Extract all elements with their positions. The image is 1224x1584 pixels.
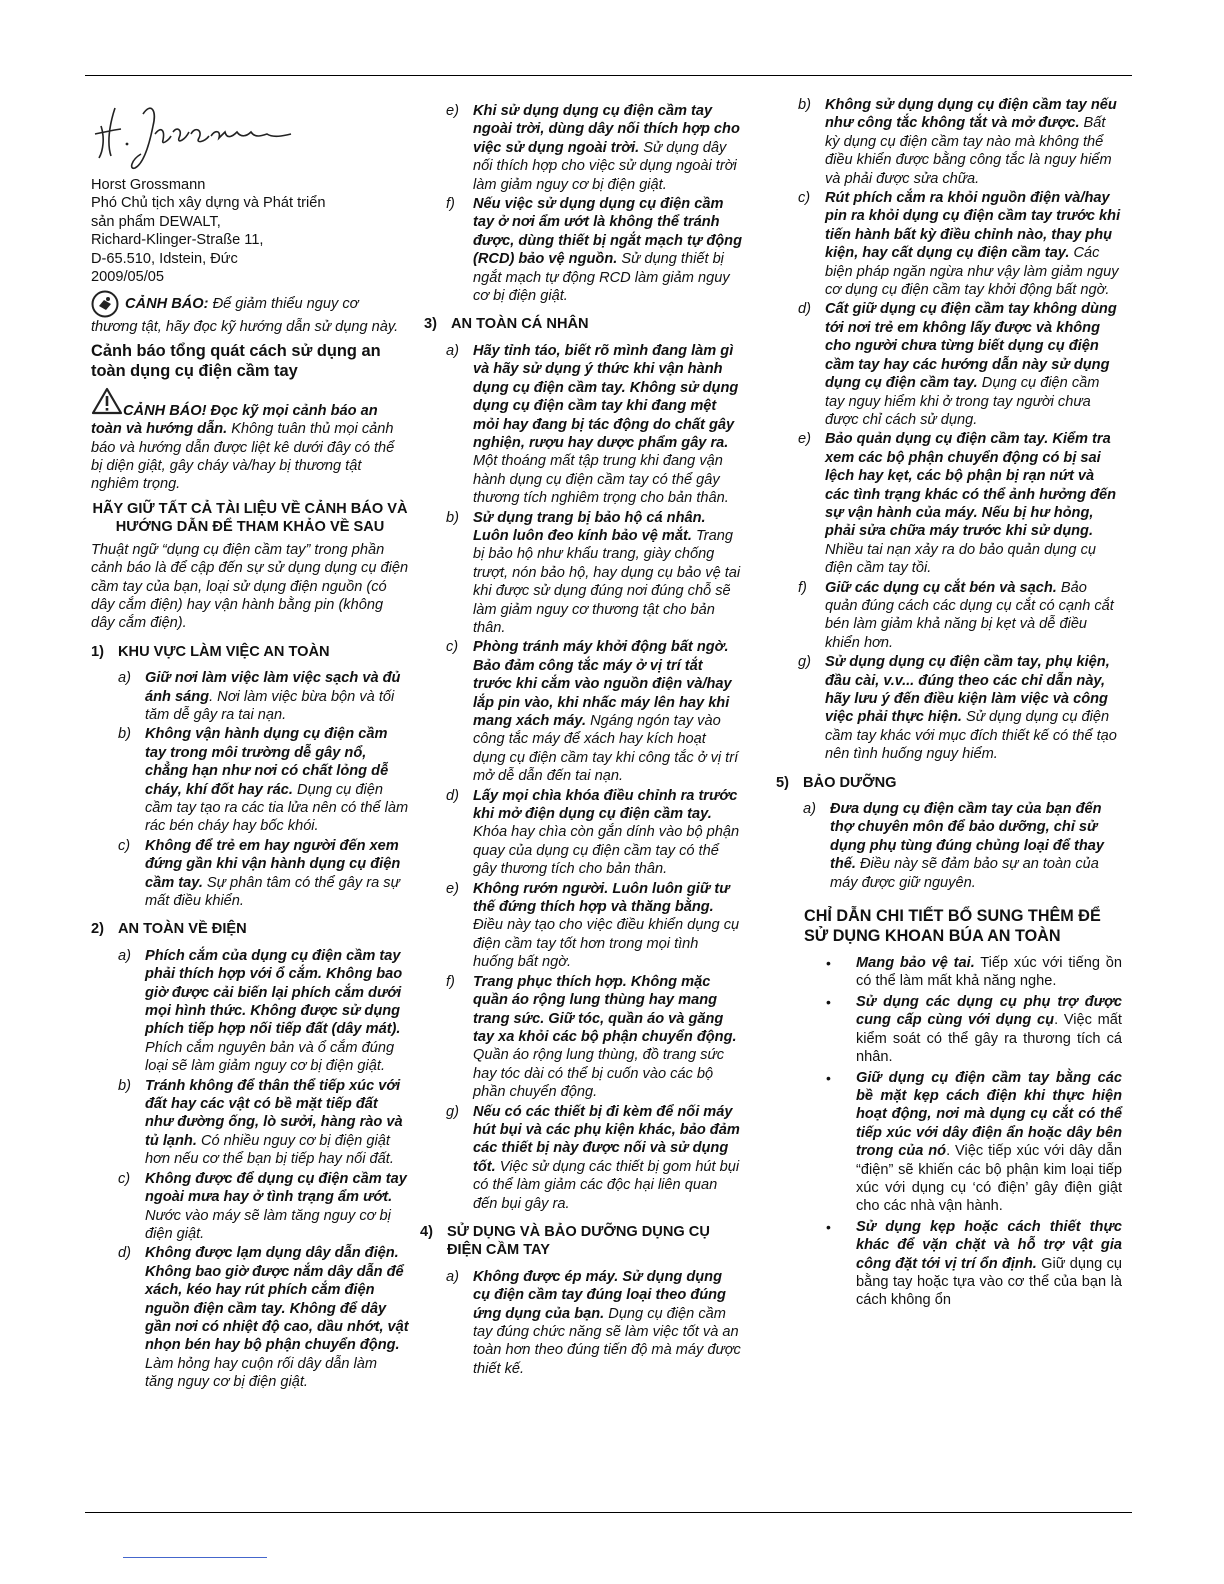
bullet-icon: • <box>826 993 831 1010</box>
footnote-link-rule <box>123 1557 267 1558</box>
item-text: Khóa hay chìa còn gắn dính vào bộ phận quay của dụng cụ điện cầm tay có thể gây thương tích cho bản thân. <box>473 824 740 878</box>
item-letter: c) <box>118 1170 131 1187</box>
top-rule <box>85 75 1132 76</box>
list-item <box>776 96 1122 188</box>
item-bold: Không được ép máy. Sử dụng dụng cụ điện cầm tay đúng loại theo đúng ứng dụng của bạn. <box>473 1268 726 1322</box>
item-bold: Hãy tỉnh táo, biết rõ mình đang làm gì và hãy sử dụng ý thức khi vận hành dụng cụ điện cầm tay. Không sử dụng dụng cụ điện cầm tay khi đang mệt mỏi hay đang bị tác động do chất gây nghiện, rượu hay dược phẩm gây ra. <box>473 342 739 451</box>
bullet-icon: • <box>826 955 831 972</box>
signatory-address-2: D-65.510, Idstein, Đức <box>91 250 238 267</box>
item-letter: b) <box>118 726 131 743</box>
keep-instructions-title: HÃY GIỮ TẤT CẢ TÀI LIỆU VỀ CẢNH BÁO VÀ HƯỚNG DẪN ĐỂ THAM KHẢO VỀ SAU <box>92 500 408 536</box>
hammer-drill-safety-title: CHỈ DẪN CHI TIẾT BỔ SUNG THÊM ĐỂ SỬ DỤNG KHOAN BÚA AN TOÀN <box>804 907 1101 946</box>
item-letter: e) <box>798 431 811 448</box>
item-letter: b) <box>118 1077 131 1094</box>
item-letter: d) <box>798 301 811 318</box>
item-bold: Tránh không để thân thể tiếp xúc với đất hay các vật có bề mặt tiếp đất như đường ống, lò sưởi, hàng rào và tủ lạnh. <box>145 1077 403 1149</box>
item-bold: Trang phục thích hợp. Không mặc quần áo rộng lung thùng hay mang trang sức. Giữ tóc, quần áo và găng tay xa khỏi các bộ phận chuyển động. <box>473 973 737 1045</box>
item-bold: Giữ dụng cụ điện cầm tay bằng các bề mặt kẹp cách điện khi thực hiện hoạt động, nơi mà dụng cụ cắt có thể tiếp xúc với dây điện ẩn hoặc dây bên trong của nó <box>856 1069 1122 1160</box>
signatory-title-2: sản phẩm DEWALT, <box>91 213 221 230</box>
list-item <box>424 638 742 785</box>
list-item <box>776 800 1122 892</box>
item-text: Nhiều tai nạn xảy ra do bảo quản dụng cụ điện cầm tay tồi. <box>825 541 1096 577</box>
section-4-heading <box>420 1223 742 1260</box>
item-text: Bất kỳ dụng cụ điện cầm tay nào mà không thể điều khiển được bằng công tắc là nguy hiểm và phải được sửa chữa. <box>825 115 1112 187</box>
item-bold: Lấy mọi chìa khóa điều chỉnh ra trước khi mở điện dụng cụ điện cầm tay. <box>473 787 738 823</box>
section-title: AN TOÀN CÁ NHÂN <box>451 316 589 333</box>
list-item <box>776 1069 1122 1216</box>
list-item <box>424 787 742 879</box>
item-letter: f) <box>798 579 807 596</box>
item-text: Có nhiều nguy cơ bị điện giật hơn nếu cơ thể bạn bị tiếp hay nối đất. <box>145 1132 394 1168</box>
column-1 <box>91 96 409 1393</box>
item-letter: c) <box>798 190 811 207</box>
section-number: 1) <box>91 643 104 660</box>
item-letter: c) <box>118 837 131 854</box>
signature-date: 2009/05/05 <box>91 269 165 286</box>
section-3-list <box>424 342 742 1213</box>
signature-icon <box>91 96 311 174</box>
list-item <box>776 579 1122 653</box>
item-text: Dụng cụ điện cầm tay tạo ra các tia lửa nên có thể làm rác bén cháy hay bốc khói. <box>145 781 409 835</box>
item-text: Dụng cụ điện cầm tay đúng chức năng sẽ làm việc tốt và an toàn hơn theo đúng tiến độ mà máy được thiết kế. <box>473 1305 741 1377</box>
item-text: Sự phân tâm có thể gây ra sự mất điều khiển. <box>145 874 400 909</box>
item-text: Điều này tạo cho việc điều khiển dụng cụ điện cầm tay tốt hơn trong mọi tình huống bất ngờ. <box>473 917 740 971</box>
section-2-heading <box>91 920 409 938</box>
warning-text: Để giảm thiểu nguy cơ thương tật, hãy đọc kỹ hướng dẫn sử dụng này. <box>91 296 399 336</box>
list-item <box>776 993 1122 1067</box>
list-item <box>91 1170 409 1244</box>
warning-label: CẢNH BÁO: <box>125 296 209 313</box>
item-letter: b) <box>446 509 459 526</box>
item-text: Việc sử dụng các thiết bị gom hút bụi có thể làm giảm các độc hại liên quan đến bụi gây ra. <box>473 1158 740 1212</box>
item-letter: a) <box>803 801 816 818</box>
read-manual-icon <box>91 290 119 318</box>
section-1-heading <box>91 643 409 661</box>
section-5-heading <box>776 774 1122 792</box>
section-4-continued-list <box>776 96 1122 764</box>
item-bold: Mang bảo vệ tai. <box>856 955 975 972</box>
warning-triangle-icon <box>91 387 123 415</box>
item-bold: Khi sử dụng dụng cụ điện cầm tay ngoài trời, dùng dây nối thích hợp cho việc sử dụng ngoài trời. <box>473 103 740 156</box>
list-item <box>424 973 742 1102</box>
item-letter: b) <box>798 97 811 113</box>
item-text: Làm hỏng hay cuộn rối dây dẫn làm tăng nguy cơ bị điện giật. <box>145 1355 378 1391</box>
item-text: Một thoáng mất tập trung khi đang vận hành dụng cụ điện cầm tay có thể gây thương tích nghiêm trọng cho bản thân. <box>473 453 729 507</box>
item-bold: Đưa dụng cụ điện cầm tay của bạn đến thợ chuyên môn để bảo dưỡng, chỉ sử dụng phụ tùng đúng chủng loại để thay thế. <box>830 801 1104 873</box>
item-letter: f) <box>446 196 455 213</box>
section-number: 4) <box>420 1223 433 1240</box>
list-item <box>776 1218 1122 1310</box>
item-text: . Nơi làm việc bừa bộn và tối tăm dễ gây ra tai nạn. <box>145 688 395 723</box>
item-bold: Giữ các dụng cụ cắt bén và sạch. <box>825 579 1057 596</box>
list-item <box>424 342 742 508</box>
item-text: . Việc mất kiểm soát có thể gây ra thương tích cá nhân. <box>856 1012 1122 1066</box>
item-letter: g) <box>798 654 811 671</box>
list-item <box>424 102 742 194</box>
list-item <box>776 189 1122 299</box>
warning-read-all-bold: CẢNH BÁO! Đọc kỹ mọi cảnh báo an toàn và hướng dẫn. <box>91 402 378 438</box>
item-letter: a) <box>118 947 131 964</box>
item-bold: Sử dụng trang bị bảo hộ cá nhân. Luôn luôn đeo kính bảo vệ mắt. <box>473 509 706 544</box>
warning-read-manual <box>91 290 409 336</box>
hammer-drill-bullets <box>776 954 1122 1310</box>
section-number: 5) <box>776 774 789 791</box>
item-letter: a) <box>118 670 131 687</box>
item-letter: a) <box>446 1268 459 1285</box>
section-2-continued-list <box>424 102 742 305</box>
section-number: 2) <box>91 921 104 938</box>
item-bold: Phích cắm của dụng cụ điện cầm tay phải thích hợp với ổ cắm. Không bao giờ được cải biến lại phích cắm dưới mọi hình thức. Không được sử dụng phích tiếp hợp nối tiếp đất (dây mát). <box>145 947 403 1038</box>
list-item <box>424 1103 742 1213</box>
item-text: Nước vào máy sẽ làm tăng nguy cơ bị điện giật. <box>145 1207 391 1242</box>
list-item <box>91 1077 409 1169</box>
item-bold: Không sử dụng dụng cụ điện cầm tay nếu như công tắc không tắt và mở được. <box>825 97 1117 132</box>
warning-read-all <box>91 387 409 494</box>
item-text: Sử dụng dây nối thích hợp cho việc sử dụng ngoài trời làm giảm nguy cơ bị điện giật. <box>473 139 737 193</box>
item-letter: a) <box>446 342 459 359</box>
item-bold: Sử dụng dụng cụ điện cầm tay, phụ kiện, đầu cài, v.v... đúng theo các chỉ dẫn này, hãy lưu ý đến điều kiện làm việc và công việc phải thực hiện. <box>825 654 1110 726</box>
list-item <box>91 725 409 835</box>
bullet-icon: • <box>826 1218 831 1235</box>
item-bold: Phòng tránh máy khởi động bất ngờ. Bảo đảm công tắc máy ở vị trí tắt trước khi cắm vào nguồn điện và/hay lắp pin vào, khi nhấc máy lên hay khi mang xách máy. <box>473 639 732 729</box>
list-item <box>424 195 742 305</box>
list-item <box>776 653 1122 763</box>
item-text: Điều này sẽ đảm bảo sự an toàn của máy được giữ nguyên. <box>830 856 1099 891</box>
item-bold: Không để trẻ em hay người đến xem đứng gần khi vận hành dụng cụ điện cầm tay. <box>145 837 401 891</box>
item-letter: d) <box>118 1245 131 1262</box>
list-item <box>91 837 409 911</box>
item-bold: Không rướn người. Luôn luôn giữ tư thế đứng thích hợp và thăng bằng. <box>473 880 730 916</box>
item-bold: Không vận hành dụng cụ điện cầm tay trong môi trường dễ gây nổ, chẳng hạn như nơi có chất lỏng dễ cháy, khí đốt hay rác. <box>145 726 389 798</box>
signatory-address-1: Richard-Klinger-Straße 11, <box>91 232 264 249</box>
column-3 <box>776 96 1122 1312</box>
item-text: Ngáng ngón tay vào công tắc máy để xách hay kích hoạt dụng cụ điện cầm tay khi công tắc ở vị trí mở dễ dẫn đến tai nạn. <box>473 713 739 785</box>
item-text: Bảo quản đúng cách các dụng cụ cắt có cạnh cắt bén làm giảm khả năng bị kẹt và dễ điều khiển hơn. <box>825 579 1114 651</box>
item-text: Trang bị bảo hộ như khẩu trang, giày chống trượt, nón bảo hộ, hay dụng cụ bảo vệ tai khi được sử dụng đúng nơi đúng chỗ sẽ làm giảm nguy cơ thương tật cho bản thân. <box>473 527 741 636</box>
item-text: Sử dụng dụng cụ điện cầm tay khác với mục đích thiết kế có thể tạo nên tình huống nguy hiểm. <box>825 709 1117 763</box>
item-bold: Nếu có các thiết bị đi kèm để nối máy hút bụi và các phụ kiện khác, bảo đảm các thiết bị này được nối và sử dụng tốt. <box>473 1103 740 1175</box>
section-title: KHU VỰC LÀM VIỆC AN TOÀN <box>118 643 330 660</box>
section-title: SỬ DỤNG VÀ BẢO DƯỠNG DỤNG CỤ ĐIỆN CẦM TAY <box>447 1223 710 1259</box>
item-bold: Sử dụng các dụng cụ phụ trợ được cung cấp cùng với dụng cụ <box>856 993 1122 1029</box>
section-number: 3) <box>424 316 437 333</box>
section-3-heading <box>424 315 742 333</box>
item-bold: Bảo quản dụng cụ điện cầm tay. Kiểm tra xem các bộ phận chuyển động có bị sai lệch hay kẹt, các bộ phận bị rạn nứt và các tình trạng khác có thể ảnh hưởng đến sự vận hành của máy. Nếu bị hư hỏng, phải sửa chữa máy trước khi sử dụng. <box>825 431 1117 540</box>
item-letter: e) <box>446 103 459 119</box>
item-text: Tiếp xúc với tiếng ồn có thể làm mất khả năng nghe. <box>856 955 1122 990</box>
item-letter: c) <box>446 639 459 656</box>
item-text: Sử dụng thiết bị ngắt mạch tự động RCD làm giảm nguy cơ bị điện giật. <box>473 251 730 305</box>
bottom-rule <box>85 1512 1132 1513</box>
list-item <box>776 300 1122 429</box>
list-item <box>776 954 1122 991</box>
item-text: Giữ dụng cụ bằng tay hoặc tựa vào cơ thể của bạn là cách không ổn <box>856 1255 1122 1309</box>
general-warnings-title: Cảnh báo tổng quát cách sử dụng an toàn dụng cụ điện cầm tay <box>91 341 381 380</box>
list-item <box>424 880 742 972</box>
section-2-list <box>91 947 409 1392</box>
item-letter: e) <box>446 880 459 897</box>
item-bold: Nếu việc sử dụng dụng cụ điện cầm tay ở nơi ẩm ướt là không thể tránh được, dùng thiết bị ngắt mạch tự động (RCD) bảo vệ nguồn. <box>473 196 742 268</box>
bullet-icon: • <box>826 1069 831 1086</box>
section-5 <box>776 774 1122 892</box>
item-bold: Rút phích cắm ra khỏi nguồn điện và/hay pin ra khỏi dụng cụ điện cầm tay trước khi tiến hành bất kỳ điều chỉnh nào, thay phụ kiện, hay cất dụng cụ điện cầm tay. <box>825 190 1121 262</box>
item-bold: Giữ nơi làm việc làm việc sạch và đủ ánh sáng <box>145 670 401 705</box>
item-letter: f) <box>446 973 455 990</box>
term-definition: Thuật ngữ “dụng cụ điện cầm tay” trong phần cảnh báo là để cập đến sự sử dụng dụng cụ điện cầm tay của bạn, loại sử dụng điện nguồn (có dây cắm điện) hay vận hành bằng pin (không dây cắm điện). <box>91 541 409 632</box>
item-letter: d) <box>446 787 459 804</box>
column-2 <box>420 102 742 1379</box>
item-text: Quần áo rộng lung thùng, đồ trang sức hay tóc dài có thể bị cuốn vào các bộ phần chuyển động. <box>473 1047 725 1101</box>
warning-read-all-text: Không tuân thủ mọi cảnh báo và hướng dẫn được liệt kê dưới đây có thể bị diện giật, gây cháy và/hay bị thương tật nghiêm trọng. <box>91 421 395 493</box>
signatory-name: Horst Grossmann <box>91 177 206 193</box>
signature-image <box>91 96 409 174</box>
item-text: Phích cắm nguyên bản và ổ cắm đúng loại sẽ làm giảm nguy cơ bị điện giật. <box>145 1039 395 1075</box>
section-4-list <box>424 1268 742 1378</box>
item-text: . Việc tiếp xúc với dây dẫn “điện” sẽ khiến các bộ phận kim loại tiếp xúc với dụng cụ ‘có điện’ gây điện giật cho các nhà vận hành. <box>856 1143 1122 1215</box>
section-1-list <box>91 669 409 910</box>
list-item <box>424 509 742 638</box>
item-text: Dụng cụ điện cầm tay nguy hiểm khi ở trong tay người chưa được chỉ cách sử dụng. <box>825 375 1100 428</box>
item-bold: Không được lạm dụng dây dẫn điện. Không bao giờ được nắm dây dẫn để xách, kéo hay rút phích cắm điện nguồn điện cầm tay. Không để dây gần nơi có nhiệt độ cao, dầu nhớt, vật nhọn bén hay bộ phận chuyển động. <box>145 1245 409 1354</box>
section-title: AN TOÀN VỀ ĐIỆN <box>118 921 247 938</box>
item-bold: Không được để dụng cụ điện cầm tay ngoài mưa hay ở tình trạng ẩm ướt. <box>145 1170 407 1206</box>
item-bold: Cất giữ dụng cụ điện cầm tay không dùng tới nơi trẻ em không lấy được và không cho người chưa từng biết dụng cụ điện cầm tay hay các hướng dẫn này sử dụng dụng cụ điện cầm tay. <box>825 301 1117 392</box>
list-item <box>91 669 409 724</box>
item-bold: Sử dụng kẹp hoặc cách thiết thực khác để vặn chặt và hỗ trợ vật gia công đặt tới vị trí ổn định. <box>856 1218 1122 1272</box>
list-item <box>91 1244 409 1391</box>
item-letter: g) <box>446 1103 459 1120</box>
signatory-title-1: Phó Chủ tịch xây dựng và Phát triển <box>91 195 326 212</box>
item-text: Các biện pháp ngăn ngừa như vậy làm giảm nguy cơ dụng cụ điện cầm tay khởi động bất ngờ. <box>825 245 1119 299</box>
list-item <box>91 947 409 1076</box>
list-item <box>424 1268 742 1378</box>
section-title: BẢO DƯỠNG <box>803 774 897 791</box>
list-item <box>776 430 1122 577</box>
